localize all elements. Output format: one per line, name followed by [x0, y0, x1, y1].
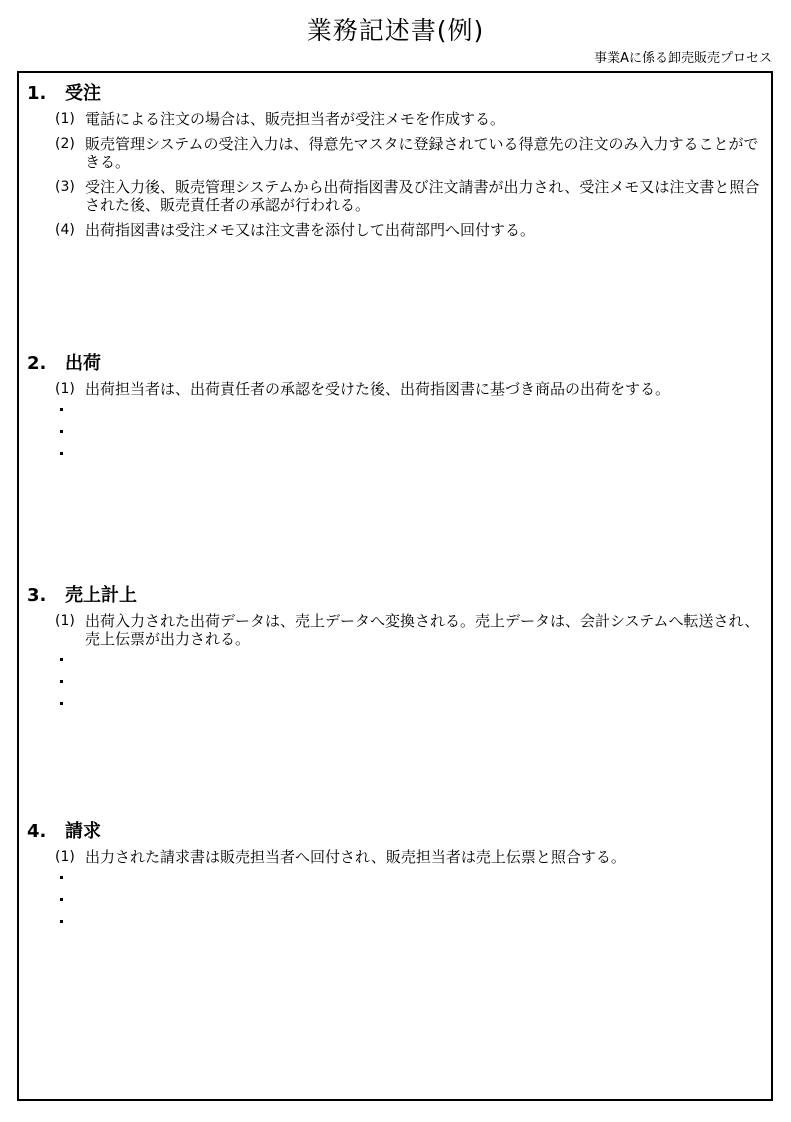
section-title: 売上計上 [65, 585, 137, 606]
list-item [27, 848, 763, 866]
item-text: 出力された請求書は販売担当者へ回付され、販売担当者は売上伝票と照合する。 [85, 848, 626, 866]
item-text: 出荷指図書は受注メモ又は注文書を添付して出荷部門へ回付する。 [85, 221, 536, 239]
section-heading [27, 585, 763, 607]
item-text: 受注入力後、販売管理システムから出荷指図書及び注文請書が出力され、受注メモ又は注文書と照合された後、販売責任者の承認が行われる。 [85, 178, 760, 214]
section-number: 3. [27, 585, 47, 606]
item-text: 電話による注文の場合は、販売担当者が受注メモを作成する。 [85, 110, 506, 128]
document-subtitle: 事業Aに係る卸売販売プロセス [594, 51, 772, 66]
list-item [27, 110, 763, 128]
dot-bullet [60, 658, 63, 661]
section-title: 出荷 [65, 353, 101, 374]
section-heading [27, 821, 763, 843]
section-number: 2. [27, 353, 47, 374]
item-marker: (1) [55, 849, 75, 865]
dot-bullet [60, 920, 63, 923]
list-item [27, 221, 763, 239]
document-title: 業務記述書(例) [306, 16, 485, 45]
item-marker: (1) [55, 111, 75, 127]
section-heading [27, 83, 763, 105]
continuation-dots [27, 408, 763, 455]
list-item [27, 135, 763, 171]
dot-bullet [60, 452, 63, 455]
dot-bullet [60, 408, 63, 411]
list-item [27, 178, 763, 214]
list-item [27, 612, 763, 648]
list-item [27, 380, 763, 398]
section-heading [27, 353, 763, 375]
item-text: 出荷入力された出荷データは、売上データへ変換される。売上データは、会計システムへ転送され、売上伝票が出力される。 [85, 612, 760, 648]
item-marker: (1) [55, 613, 75, 629]
section-number: 4. [27, 821, 47, 842]
section-number: 1. [27, 83, 47, 104]
item-marker: (4) [55, 222, 75, 238]
dot-bullet [60, 876, 63, 879]
continuation-dots [27, 876, 763, 923]
section-order-receipt [27, 83, 763, 239]
document-frame [17, 71, 773, 1101]
section-sales-recording [27, 585, 763, 724]
dot-bullet [60, 430, 63, 433]
item-marker: (3) [55, 179, 75, 195]
section-title: 受注 [65, 83, 101, 104]
section-billing [27, 821, 763, 942]
dot-bullet [60, 898, 63, 901]
item-text: 販売管理システムの受注入力は、得意先マスタに登録されている得意先の注文のみ入力することができる。 [85, 135, 759, 171]
dot-bullet [60, 702, 63, 705]
section-title: 請求 [65, 821, 101, 842]
section-shipping [27, 353, 763, 474]
item-marker: (2) [55, 136, 75, 152]
dot-bullet [60, 680, 63, 683]
item-text: 出荷担当者は、出荷責任者の承認を受けた後、出荷指図書に基づき商品の出荷をする。 [85, 380, 671, 398]
continuation-dots [27, 658, 763, 705]
item-marker: (1) [55, 381, 75, 397]
